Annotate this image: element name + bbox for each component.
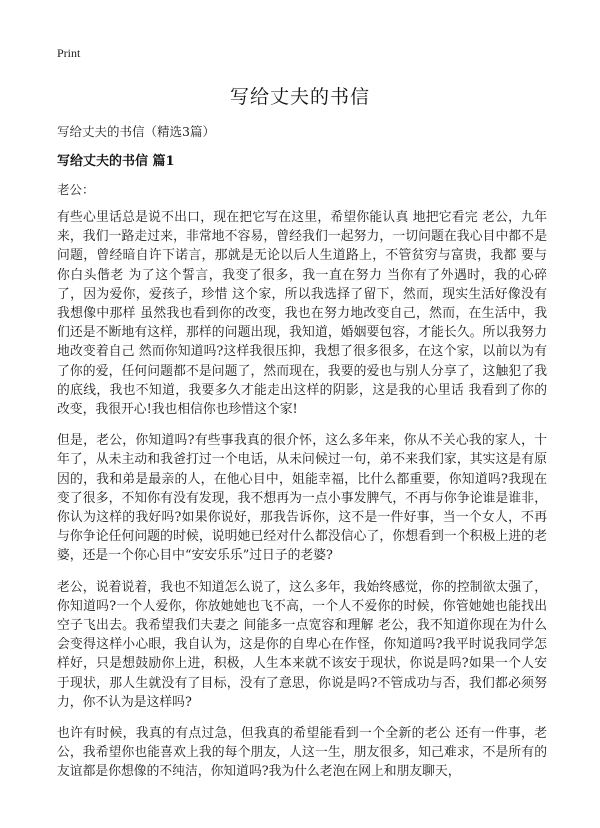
document-subtitle: 写给丈夫的书信（精选3篇） bbox=[57, 124, 215, 139]
letter-paragraph-1: 有些心里话总是说不出口，现在把它写在这里，希望你能认真 地把它看完 老公，九年来，我们一路走过来，非常地不容易，曾经我们一起努力，一切问题在我心目中都不是问题，曾经暗自许下诺言，那就是无论以后人生道路上，不管贫穷与富贵，我都 要与你白头偕老 为了这个誓言，我变了很多，我一直在努力 当你有了外遇时，我的心碎了，因为爱你，爱孩子，珍惜 这个家，所以我选择了留下，然而，现实生活好像没有我想像中那样 虽然我也看到你的改变，我也在努力地改变自己，然而，在生活中，我们还是不断地有这样，那样的问题出现，我知道，婚姻要包容，才能长久。所以我努力地改变着自己 然而你知道吗?这样我很压抑，我想了很多很多，在这个家，以前以为有了你的爱，任何问题都不是问题了，然而现在，我要的爱也与别人分享了，这触犯了我的底线，我也不知道，我要多久才能走出这样的阴影，这是我的心里话 我看到了你的改变，我很开心!我也相信你也珍惜这个家! bbox=[57, 210, 547, 418]
letter-paragraph-2: 但是，老公，你知道吗?有些事我真的很介怀，这么多年来，你从不关心我的家人，十年了，从未主动和我爸打过一个电话，从未问候过一句，弟不来我们家，其实这是有原因的，我和弟是最亲的人，在他心目中，姐能幸福，比什么都重要，你知道吗?我现在变了很多，不知你有没有发现，我不想再为一点小事发脾气，不再与你争论谁是谁非，你认为这样的我好吗?如果你说好，那我告诉你，这不是一件好事，当一个女人，不再与你争论任何问题的时候，说明她已经对什么都没信心了，你想看到一个积极上进的老婆，还是一个你心目中“安安乐乐”过日子的老婆? bbox=[57, 433, 547, 564]
print-link[interactable]: Print bbox=[57, 46, 81, 60]
letter-body bbox=[57, 208, 547, 794]
letter-paragraph-4: 也许有时候，我真的有点过急，但我真的希望能看到一个全新的老公 还有一件事，老公，我希望你也能喜欢上我的每个朋友，人这一生，朋友很多，知己难求，不是所有的友谊都是你想像的不纯洁，你知道吗?我为什么老泡在网上和朋友聊天， bbox=[57, 726, 547, 780]
letter-paragraph-3: 老公，说着说着，我也不知道怎么说了，这么多年，我始终感觉，你的控制欲太强了，你知道吗?一个人爱你，你放她她也飞不高，一个人不爱你的时候，你管她她也能找出空子飞出去。我希望我们夫妻之 间能多一点宽容和理解 老公，我不知道你现在为什么会变得这样小心眼，我自认为，这是你的自卑心在作怪，你知道吗?我平时说我同学怎样好，只是想鼓励你上进，积极，人生本来就不该安于现状，你说是吗?如果一个人安于现状，那人生就没有了目标，没有了意思，你说是吗?不管成功与否，我们都必须努力，你不认为是这样吗? bbox=[57, 579, 547, 710]
letter-salutation: 老公： bbox=[57, 182, 95, 197]
section-heading: 写给丈夫的书信 篇1 bbox=[57, 154, 175, 169]
document-title: 写给丈夫的书信 bbox=[229, 86, 370, 108]
